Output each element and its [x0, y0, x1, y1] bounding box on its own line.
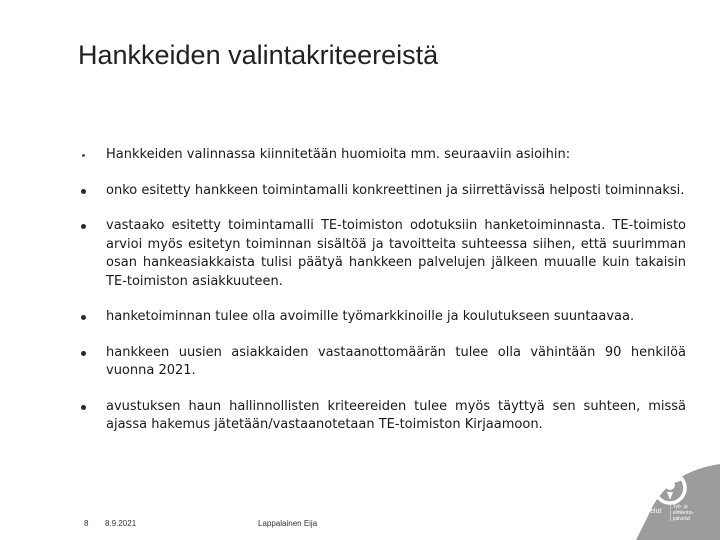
footer-date: 8.9.2021	[105, 519, 137, 528]
bullet-item	[78, 308, 686, 327]
bullet-item	[78, 217, 686, 291]
logo-sub-line: | palvelut	[670, 516, 690, 522]
bullet-dot-icon	[81, 224, 86, 229]
bullet-list	[78, 146, 686, 452]
bullet-dot-icon	[81, 405, 86, 410]
bullet-text: hankkeen uusien asiakkaiden vastaanottomäärän tulee olla vähintään 90 henkilöä vuonna 2021.	[106, 344, 686, 378]
bullet-text: onko esitetty hankkeen toimintamalli konkreettinen ja siirrettävissä helposti toiminnaksi.	[106, 182, 685, 198]
bullet-dot-icon	[81, 189, 86, 194]
te-palvelut-logo	[636, 464, 720, 540]
bullet-dot-icon	[81, 315, 86, 320]
bullet-item	[78, 146, 686, 165]
slide-title: Hankkeiden valintakriteereistä	[78, 40, 439, 70]
bullet-text: Hankkeiden valinnassa kiinnitetään huomioita mm. seuraaviin asioihin:	[106, 147, 571, 162]
bullet-text: vastaako esitetty toimintamalli TE-toimiston odotuksiin hanketoiminnasta. TE-toimisto arvioi myös esitetyn toiminnan sisältöä ja tavoitteita suhteessa siihen, että suurimman osan hankeasiakkaista tulisi päätyä hankkeen palvelujen jälkeen muualle kuin takaisin TE-toimiston asiakkuuteen.	[106, 218, 686, 289]
bullet-text: hanketoiminnan tulee olla avoimille työmarkkinoille ja koulutukseen suuntaavaa.	[106, 309, 635, 324]
bullet-text: avustuksen haun hallinnollisten kriteereiden tulee myös täyttyä sen suhteen, missä ajassa hakemus jätetään/vastaanotetaan TE-toimiston Kirjaamoon.	[106, 398, 686, 432]
bullet-item	[78, 398, 686, 435]
logo-sub-text	[670, 504, 694, 522]
page-number: 8	[84, 519, 89, 528]
logo-brand-text: TE-palvelut	[626, 508, 662, 515]
bullet-item	[78, 182, 686, 201]
footer-author: Lappalainen Eija	[258, 519, 318, 528]
bullet-dot-icon	[82, 154, 85, 157]
logo-sub-line: | elinkeino-	[670, 510, 695, 516]
logo-sub-line: | Työ- ja	[670, 504, 688, 510]
bullet-dot-icon	[81, 351, 86, 356]
bullet-item	[78, 344, 686, 381]
